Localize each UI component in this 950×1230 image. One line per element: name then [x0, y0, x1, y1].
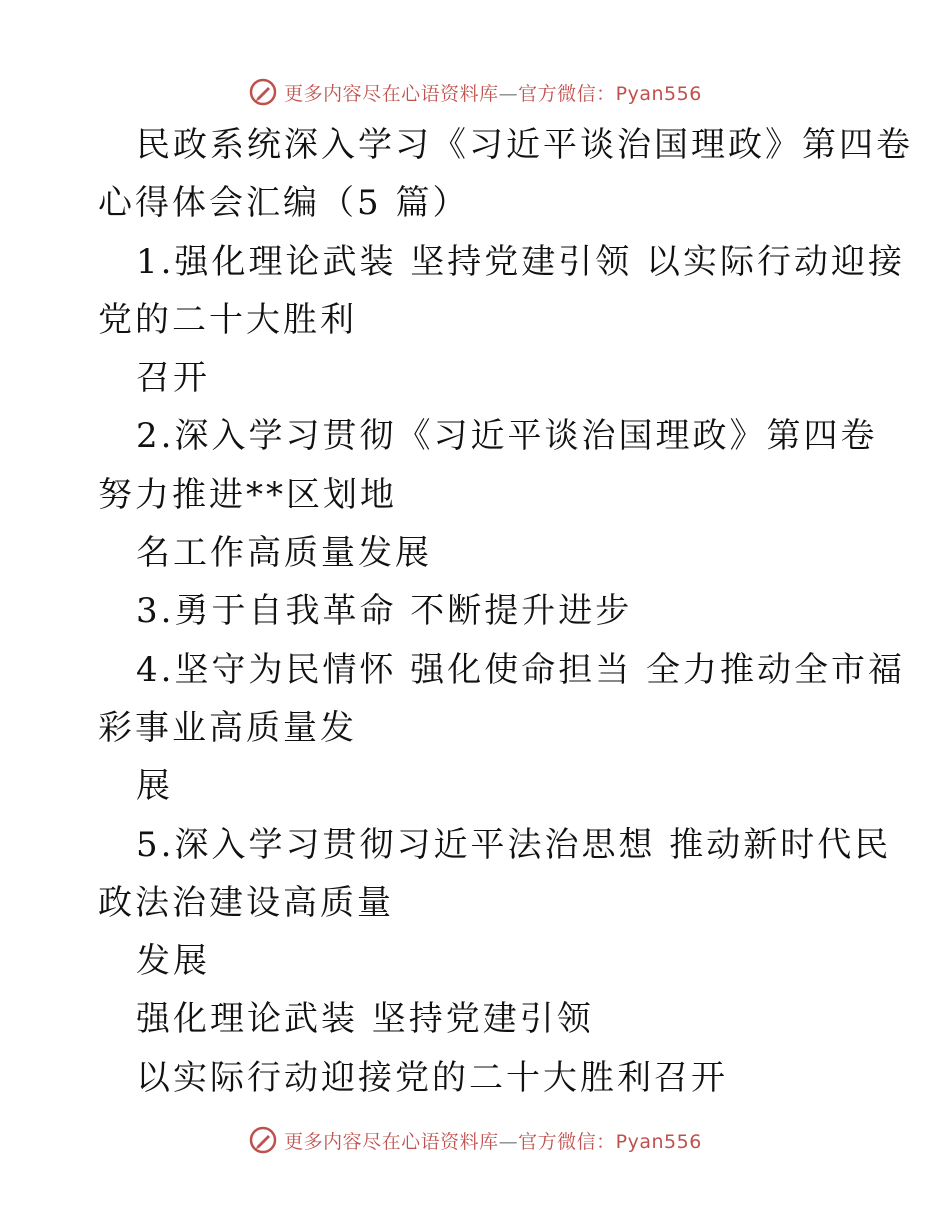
pen-logo-icon: [248, 77, 278, 107]
toc-item-1-line-3: 召开: [136, 358, 210, 399]
header-watermark-banner: [0, 70, 950, 114]
document-body: [98, 116, 913, 1107]
toc-item-4-line-1: 4.坚守为民情怀 强化使命担当 全力推动全市福: [136, 649, 906, 690]
toc-item-4-line-2: 彩事业高质量发: [98, 707, 357, 748]
toc-item-5-line-3: 发展: [136, 941, 210, 982]
pen-logo-icon: [248, 1125, 278, 1155]
toc-item-4-line-3: 展: [136, 766, 173, 807]
toc-item-3-line-1: 3.勇于自我革命 不断提升进步: [136, 591, 633, 632]
toc-item-5-line-1: 5.深入学习贯彻习近平法治思想 推动新时代民: [136, 824, 892, 865]
toc-item-2-line-3: 名工作高质量发展: [136, 533, 432, 574]
doc-title-line-2: 心得体会汇编（5 篇）: [98, 183, 470, 224]
toc-item-1-line-1: 1.强化理论武装 坚持党建引领 以实际行动迎接: [136, 241, 906, 282]
section-heading-line-1: 强化理论武装 坚持党建引领: [136, 999, 594, 1040]
header-watermark-text: 更多内容尽在心语资料库—官方微信：Pyan556: [284, 82, 702, 105]
doc-title-line-1: 民政系统深入学习《习近平谈治国理政》第四卷: [136, 125, 913, 165]
toc-item-2-line-1: 2.深入学习贯彻《习近平谈治国理政》第四卷: [136, 416, 878, 457]
footer-watermark-banner: [0, 1118, 950, 1162]
toc-item-2-line-2: 努力推进**区划地: [98, 474, 397, 515]
toc-item-1-line-2: 党的二十大胜利: [98, 299, 357, 340]
toc-item-5-line-2: 政法治建设高质量: [98, 882, 394, 923]
section-heading-line-2: 以实际行动迎接党的二十大胜利召开: [136, 1057, 728, 1098]
footer-watermark-text: 更多内容尽在心语资料库—官方微信：Pyan556: [284, 1130, 702, 1153]
